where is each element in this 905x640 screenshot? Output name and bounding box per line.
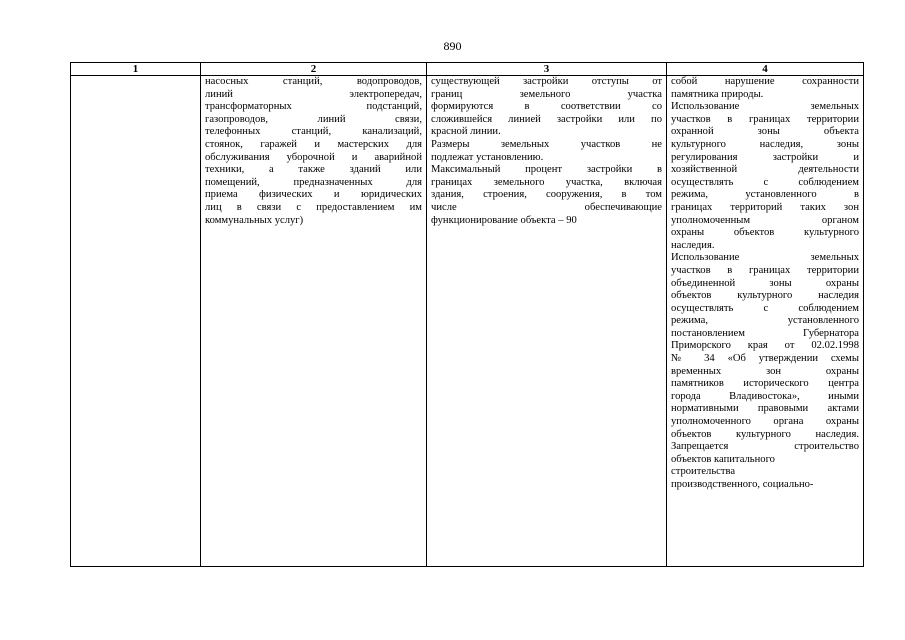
- cell-col-1: [71, 76, 201, 567]
- cell-text-line: границах земельного участка, включая: [431, 176, 662, 188]
- cell-col-3: [427, 76, 667, 567]
- cell-text-line: красной линии.: [431, 126, 501, 138]
- cell-text-line: культурного наследия, зоны: [671, 138, 859, 150]
- cell-text-line: объектов капитального: [671, 453, 775, 465]
- cell-text-line: Размеры земельных участков не: [431, 138, 662, 150]
- cell-text-line: охраны объектов культурного: [671, 227, 859, 239]
- regulation-table: [70, 62, 864, 567]
- cell-text-line: объектов культурного наследия.: [671, 428, 859, 440]
- cell-text-line: объектов культурного наследия: [671, 290, 859, 302]
- cell-text-line: постановлением Губернатора: [671, 327, 859, 339]
- cell-text-line: Использование земельных: [671, 101, 859, 113]
- column-header-3: 3: [427, 63, 667, 76]
- cell-text-line: коммунальных услуг): [205, 214, 304, 226]
- cell-text-line: телефонных станций, канализаций,: [205, 126, 422, 138]
- cell-text-line: осуществлять с соблюдением: [671, 176, 859, 188]
- cell-text-line: трансформаторных подстанций,: [205, 101, 422, 113]
- cell-text-line: приема физических и юридических: [205, 189, 422, 201]
- cell-text-line: № 34 «Об утверждении схемы: [671, 353, 859, 365]
- cell-text-line: стоянок, гаражей и мастерских для: [205, 138, 422, 150]
- cell-text-line: строительства: [671, 466, 736, 478]
- cell-text-line: памятника природы.: [671, 88, 764, 100]
- cell-text-line: помещений, предназначенных для: [205, 176, 422, 188]
- cell-text-line: участков в границах территории: [671, 264, 859, 276]
- cell-text-line: газопроводов, линий связи,: [205, 113, 422, 125]
- cell-text-line: Использование земельных: [671, 252, 859, 264]
- cell-col-4: [667, 76, 864, 567]
- cell-text-line: охранной зоны объекта: [671, 126, 859, 138]
- table-row: [71, 76, 864, 567]
- cell-text-line: Запрещается строительство: [671, 441, 859, 453]
- cell-text-line: лиц в связи с предоставлением им: [205, 201, 422, 213]
- cell-text-line: подлежат установлению.: [431, 151, 544, 163]
- cell-text-line: числе обеспечивающие: [431, 201, 662, 213]
- cell-text-line: временных зон охраны: [671, 365, 859, 377]
- cell-text-line: обслуживания уборочной и аварийной: [205, 151, 422, 163]
- cell-text-line: формируются в соответствии со: [431, 101, 662, 113]
- cell-text-line: Приморского края от 02.02.1998: [671, 340, 859, 352]
- cell-text-line: уполномоченного органа охраны: [671, 416, 859, 428]
- cell-text-line: сложившейся линией застройки или по: [431, 113, 662, 125]
- cell-text-line: режима, установленного: [671, 315, 859, 327]
- cell-text-line: объединенной зоны охраны: [671, 277, 859, 289]
- cell-text-line: техники, а также зданий или: [205, 164, 422, 176]
- cell-text-line: границах территорий таких зон: [671, 201, 859, 213]
- column-header-4: 4: [667, 63, 864, 76]
- page-number: 890: [443, 39, 462, 53]
- cell-text-line: участков в границах территории: [671, 113, 859, 125]
- column-header-1: 1: [71, 63, 201, 76]
- cell-text-line: осуществлять с соблюдением: [671, 302, 859, 314]
- cell-text-line: границ земельного участка: [431, 88, 662, 100]
- cell-col-2: [201, 76, 427, 567]
- cell-text-line: производственного, социально-: [671, 479, 814, 490]
- cell-text-line: хозяйственной деятельности: [671, 164, 859, 176]
- cell-text-line: регулирования застройки и: [671, 151, 859, 163]
- cell-text-line: нормативными правовыми актами: [671, 403, 859, 415]
- cell-text-line: города Владивостока», иными: [671, 390, 859, 402]
- cell-text-line: уполномоченным органом: [671, 214, 859, 226]
- cell-text-line: Максимальный процент застройки в: [431, 164, 662, 176]
- cell-text-line: собой нарушение сохранности: [671, 76, 859, 87]
- cell-text-line: режима, установленного в: [671, 189, 859, 201]
- header-row: [71, 63, 864, 76]
- column-header-2: 2: [201, 63, 427, 76]
- cell-text-line: насосных станций, водопроводов,: [205, 76, 422, 87]
- cell-text-line: здания, строения, сооружения, в том: [431, 189, 662, 201]
- cell-text-line: памятников исторического центра: [671, 378, 859, 390]
- cell-text-line: наследия.: [671, 239, 715, 251]
- cell-text-line: функционирование объекта – 90: [431, 214, 577, 226]
- cell-text-line: существующей застройки отступы от: [431, 76, 662, 87]
- cell-text-line: линий электропередач,: [205, 88, 422, 100]
